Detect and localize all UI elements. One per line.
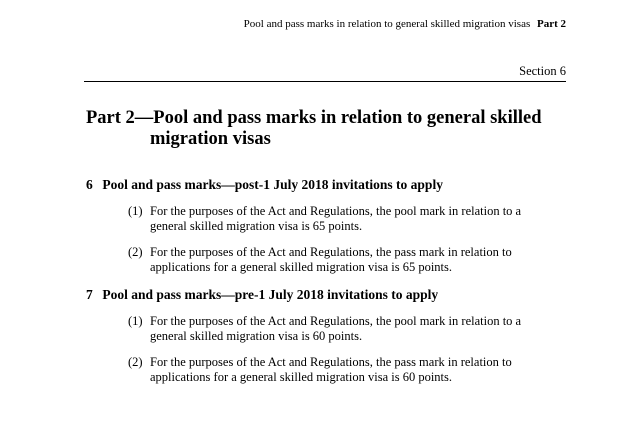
subsection	[128, 245, 576, 275]
subsection-number: (2)	[128, 245, 143, 259]
section-number: 6	[86, 177, 93, 192]
running-header	[244, 18, 566, 30]
section-7	[86, 287, 576, 385]
section-6	[86, 177, 576, 275]
subsection-number: (1)	[128, 204, 143, 218]
section-heading: Pool and pass marks—post-1 July 2018 invitations to apply	[102, 177, 443, 192]
section-number: 7	[86, 287, 93, 302]
header-rule	[84, 81, 566, 82]
section-label: Section 6	[519, 64, 566, 78]
subsection-number: (2)	[128, 355, 143, 369]
running-header-title: Pool and pass marks in relation to general skilled migration visas	[243, 18, 531, 30]
part-heading-line-2: migration visas	[150, 129, 271, 149]
subsection-text: For the purposes of the Act and Regulations, the pass mark in relation to applications for a general skilled migration visa is 65 points.	[150, 245, 512, 274]
subsection-text: For the purposes of the Act and Regulations, the pool mark in relation to a general skilled migration visa is 60 points.	[150, 314, 522, 343]
part-heading-line-1: Part 2—Pool and pass marks in relation to general skilled	[86, 108, 542, 128]
running-header-part: Part 2	[536, 18, 566, 30]
section-heading: Pool and pass marks—pre-1 July 2018 invitations to apply	[102, 287, 439, 302]
subsection	[128, 314, 576, 344]
subsection	[128, 355, 576, 385]
section-title	[86, 287, 576, 303]
subsection-number: (1)	[128, 314, 143, 328]
subsection-text: For the purposes of the Act and Regulations, the pool mark in relation to a general skilled migration visa is 65 points.	[150, 204, 522, 233]
part-heading	[86, 108, 542, 150]
subsection-text: For the purposes of the Act and Regulations, the pass mark in relation to applications for a general skilled migration visa is 60 points.	[150, 355, 512, 384]
subsection	[128, 204, 576, 234]
section-title	[86, 177, 576, 193]
